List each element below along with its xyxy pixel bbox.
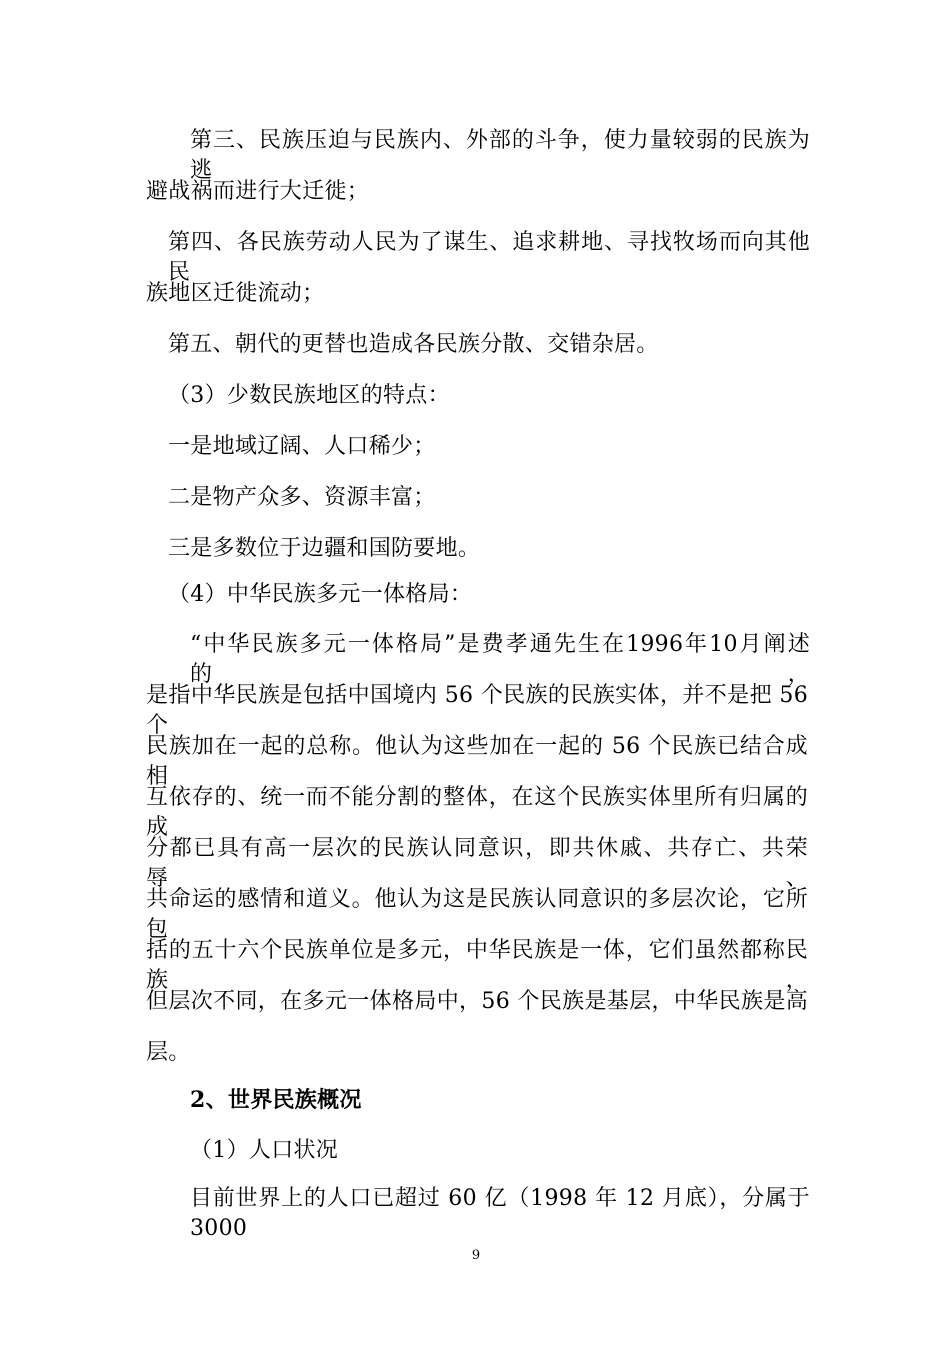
section-subheading: （4）中华民族多元一体格局： [168, 582, 473, 607]
paragraph-line: 族地区迁徙流动； [146, 281, 325, 306]
section-subheading: （3）少数民族地区的特点： [168, 383, 450, 408]
list-item: 一是地域辽阔、人口稀少； [168, 434, 436, 459]
paragraph-line: 是指中华民族是包括中国境内 56 个民族的民族实体，并不是把 56 个 [146, 683, 808, 738]
paragraph-line: 避战祸而进行大迁徙； [146, 179, 370, 204]
paragraph-line: 括的五十六个民族单位是多元，中华民族是一体，它们虽然都称民族， [146, 938, 808, 993]
paragraph-line: “中华民族多元一体格局”是费孝通先生在1996年10月阐述的， [190, 632, 810, 687]
paragraph-line: 第五、朝代的更替也造成各民族分散、交错杂居。 [168, 332, 659, 357]
paragraph-line: 互依存的、统一而不能分割的整体，在这个民族实体里所有归属的成 [146, 785, 808, 840]
section-heading: 2、世界民族概况 [190, 1087, 362, 1113]
paragraph-line: 目前世界上的人口已超过 60 亿（1998 年 12 月底），分属于 3000 [190, 1186, 810, 1241]
paragraph-line: 第三、民族压迫与民族内、外部的斗争，使力量较弱的民族为逃 [190, 128, 810, 183]
page-number: 9 [471, 1248, 481, 1263]
list-item: 三是多数位于边疆和国防要地。 [168, 536, 481, 561]
paragraph-line: 民族加在一起的总称。他认为这些加在一起的 56 个民族已结合成相 [146, 734, 808, 789]
paragraph-line: 但层次不同，在多元一体格局中，56 个民族是基层，中华民族是高 [146, 989, 808, 1014]
section-subheading: （1）人口状况 [190, 1138, 339, 1163]
paragraph-line: 分都已具有高一层次的民族认同意识，即共休戚、共存亡、共荣辱、 [146, 836, 808, 891]
paragraph-line: 层。 [146, 1040, 191, 1065]
paragraph-line: 第四、各民族劳动人民为了谋生、追求耕地、寻找牧场而向其他民 [168, 230, 810, 285]
list-item: 二是物产众多、资源丰富； [168, 485, 436, 510]
paragraph-line: 共命运的感情和道义。他认为这是民族认同意识的多层次论，它所包 [146, 887, 808, 942]
